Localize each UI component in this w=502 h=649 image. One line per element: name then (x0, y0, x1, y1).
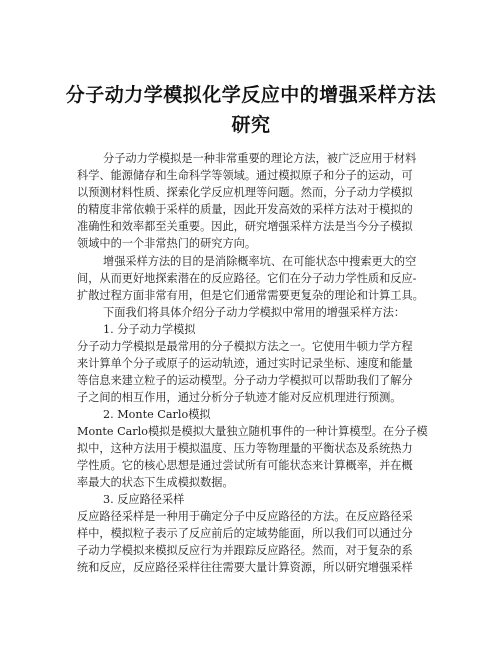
document-title-line-2: 研究 (231, 114, 271, 136)
body-line: 拟中，这种方法用于模拟温度、压力等物理量的平衡状态及系统热力 (77, 442, 413, 455)
section-heading: 1. 分子动力学模拟 (103, 323, 196, 336)
section-heading: 3. 反应路径采样 (103, 493, 185, 506)
body-line: 准确性和效率都至关重要。因此，研究增强采样方法是当今分子模拟 (77, 220, 413, 233)
body-line: 领域中的一个非常热门的研究方向。 (77, 237, 257, 250)
body-line: 扩散过程方面非常有用，但是它们通常需要更复杂的理论和计算工具。 (77, 289, 424, 302)
body-line: 分子动力学模拟是一种非常重要的理论方法，被广泛应用于材料 (103, 152, 417, 165)
body-line: 反应路径采样是一种用于确定分子中反应路径的方法。在反应路径采 (77, 510, 413, 523)
body-line: 增强采样方法的目的是消除概率坑、在可能状态中搜索更大的空 (103, 255, 417, 268)
body-line: 分子动力学模拟是最常用的分子模拟方法之一。它使用牛顿力学方程 (77, 340, 413, 353)
body-line: 等信息来建立粒子的运动模型。分子动力学模拟可以帮助我们了解分 (77, 374, 413, 387)
body-line: 子之间的相互作用，通过分析分子轨迹才能对反应机理进行预测。 (77, 391, 402, 404)
body-line: 样中，模拟粒子表示了反应前后的定域势能面，所以我们可以通过分 (77, 527, 413, 540)
body-line: 的精度非常依赖于采样的质量，因此开发高效的采样方法对于模拟的 (77, 203, 413, 216)
body-line: 学性质。它的核心思想是通过尝试所有可能状态来计算概率，并在概 (77, 459, 413, 472)
body-line: 统和反应，反应路径采样往往需要大量计算资源，所以研究增强采样 (77, 561, 413, 574)
body-line: 间，从而更好地探索潜在的反应路径。它们在分子动力学性质和反应- (77, 272, 417, 285)
body-line: 下面我们将具体介绍分子动力学模拟中常用的增强采样方法： (103, 306, 406, 319)
body-line: Monte Carlo模拟是模拟大量独立随机事件的一种计算模型。在分子模 (77, 425, 428, 438)
body-line: 来计算单个分子或原子的运动轨迹，通过实时记录坐标、速度和能量 (77, 357, 413, 370)
body-line: 率最大的状态下生成模拟数据。 (77, 476, 234, 489)
body-line: 科学、能源储存和生命科学等领域。通过模拟原子和分子的运动，可 (77, 169, 413, 182)
section-heading: 2. Monte Carlo模拟 (103, 408, 211, 421)
document-title-line-1: 分子动力学模拟化学反应中的增强采样方法 (65, 84, 437, 106)
body-line: 以预测材料性质、探索化学反应机理等问题。然而，分子动力学模拟 (77, 186, 413, 199)
body-line: 子动力学模拟来模拟反应行为并跟踪反应路径。然而，对于复杂的系 (77, 544, 413, 557)
